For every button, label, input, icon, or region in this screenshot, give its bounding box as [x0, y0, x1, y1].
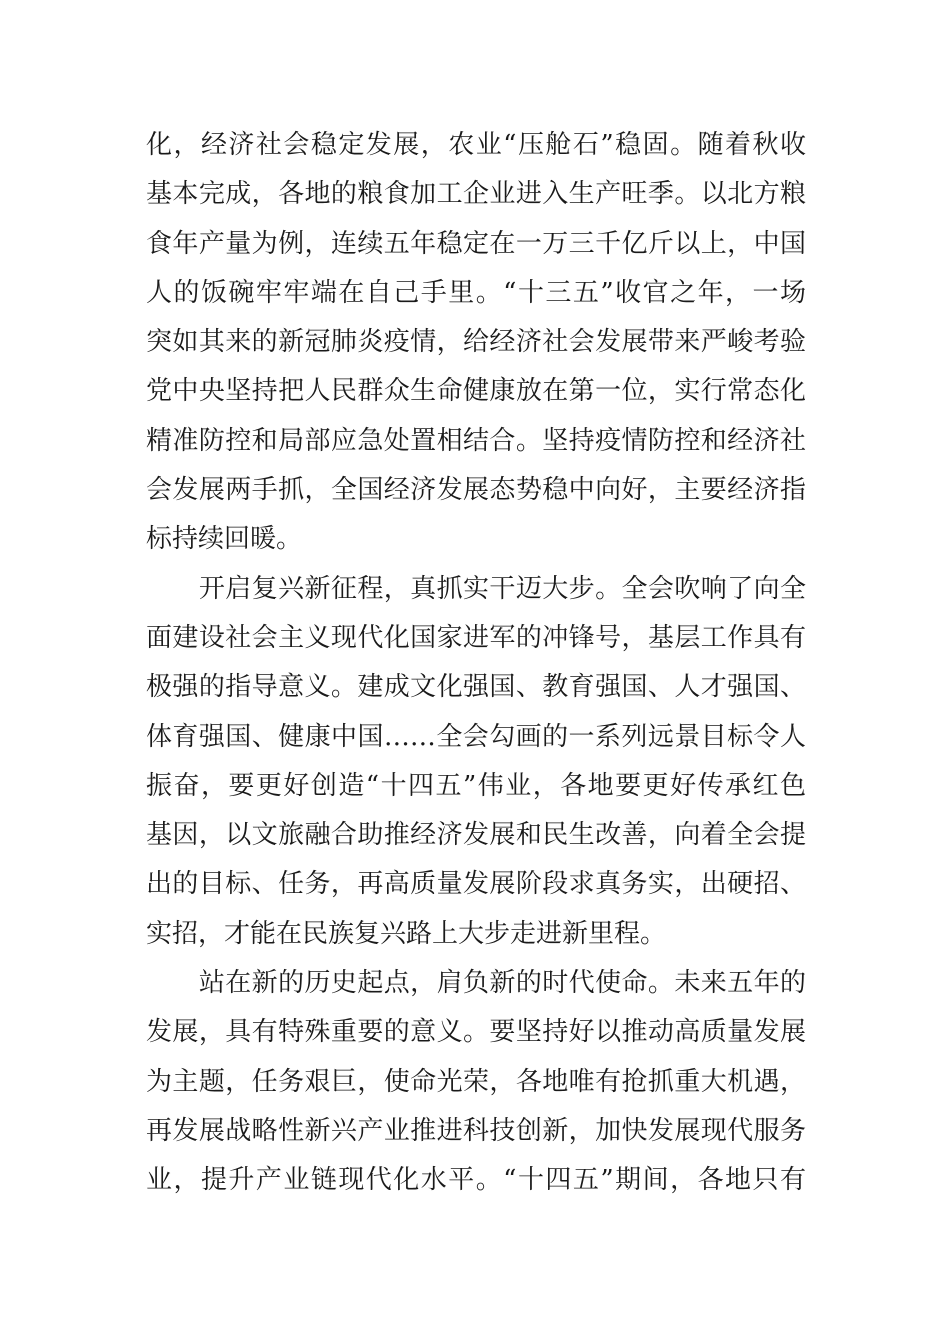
- text-line: 为主题，任务艰巨，使命光荣，各地唯有抢抓重大机遇，: [146, 1066, 806, 1097]
- text-line: 人的饭碗牢牢端在自己手里。“十三五”收官之年，一场: [146, 277, 806, 308]
- text-line: 极强的指导意义。建成文化强国、教育强国、人才强国、: [146, 672, 806, 703]
- text-line: 实招，才能在民族复兴路上大步走进新里程。: [146, 918, 667, 949]
- text-line: 基本完成，各地的粮食加工企业进入生产旺季。以北方粮: [146, 179, 806, 210]
- text-line: 化，经济社会稳定发展，农业“压舱石”稳固。随着秋收: [146, 130, 806, 160]
- text-line: 发展，具有特殊重要的意义。要坚持好以推动高质量发展: [146, 1017, 806, 1048]
- text-line: 标持续回暖。: [146, 524, 303, 555]
- text-line: 开启复兴新征程，真抓实干迈大步。全会吹响了向全: [146, 573, 806, 604]
- text-line: 振奋，要更好创造“十四五”伟业，各地要更好传承红色: [146, 770, 806, 801]
- text-line: 体育强国、健康中国……全会勾画的一系列远景目标令人: [146, 721, 806, 752]
- text-line: 面建设社会主义现代化国家进军的冲锋号，基层工作具有: [146, 622, 806, 653]
- text-line: 基因，以文旅融合助推经济发展和民生改善，向着全会提: [146, 820, 806, 851]
- text-line: 业，提升产业链现代化水平。“十四五”期间，各地只有: [146, 1165, 806, 1196]
- text-line: 出的目标、任务，再高质量发展阶段求真务实，出硬招、: [146, 869, 806, 900]
- body-text: [146, 121, 806, 1206]
- text-line: 食年产量为例，连续五年稳定在一万三千亿斤以上，中国: [146, 228, 806, 259]
- text-line: 会发展两手抓，全国经济发展态势稳中向好，主要经济指: [146, 475, 806, 506]
- text-line: 突如其来的新冠肺炎疫情，给经济社会发展带来严峻考验: [146, 327, 806, 358]
- text-line: 站在新的历史起点，肩负新的时代使命。未来五年的: [146, 968, 806, 999]
- text-line: 精准防控和局部应急处置相结合。坚持疫情防控和经济社: [146, 425, 806, 456]
- text-line: 党中央坚持把人民群众生命健康放在第一位，实行常态化: [146, 376, 806, 407]
- text-line: 再发展战略性新兴产业推进科技创新，加快发展现代服务: [146, 1115, 806, 1146]
